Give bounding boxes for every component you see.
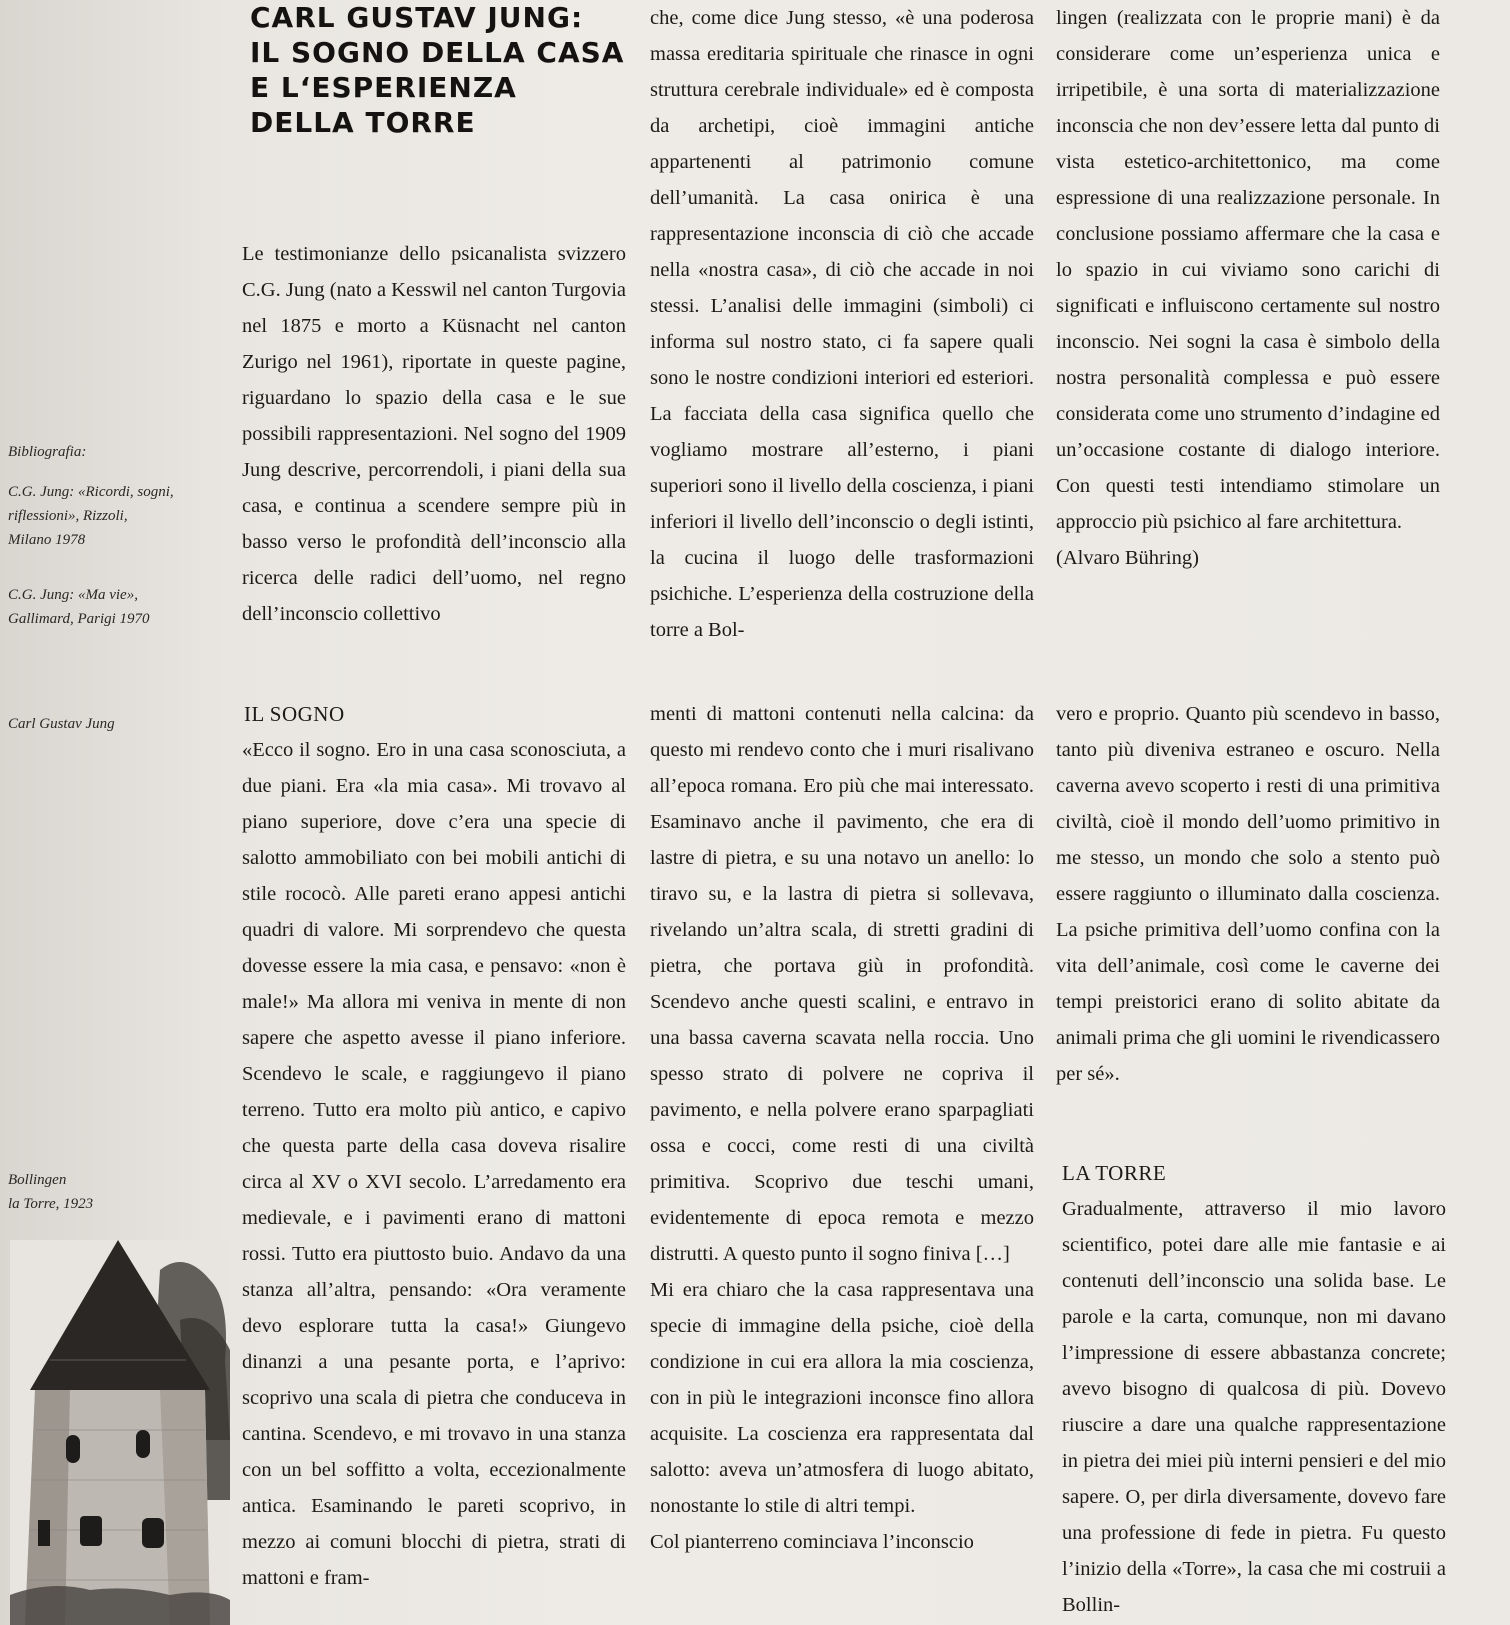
section-heading-sogno: IL SOGNO [244,702,345,726]
title-line: CARL GUSTAV JUNG: [250,1,584,34]
ref-line: Milano 1978 [8,532,86,548]
title-line: E L‘ESPERIENZA [250,71,517,104]
torre-column [1062,1191,1446,1623]
sogno-paragraph: «Ecco il sogno. Ero in una casa sconosciuta, a due piani. Era «la mia casa». Mi trovavo al piano superiore, dove c’era una specie di salotto ammobiliato con bei mobili antichi di stile rococò. Alle pareti erano appesi antichi quadri di valore. Mi sorprendevo che questa dovesse essere la mia casa, e pensavo: «non è male!» Ma allora mi veniva in mente di non sapere che aspetto avesse il piano inferiore. Scendevo le scale, e raggiungevo il piano terreno. Tutto era molto più antico, e capivo che questa parte della casa doveva risalire circa al XV o XVI secolo. L’arredamento era medievale, e i pavimenti erano di mattoni rossi. Tutto era piuttosto buio. Andavo da una stanza all’altra, pensando: «Ora veramente devo esplorare tutta la casa!» Giungevo dinanzi a una pesante porta, e l’aprivo: scoprivo una scala di pietra che conduceva in cantina. Scendevo, e mi trovavo in una stanza con un bel soffitto a volta, eccezionalmente antica. Esaminando le pareti scoprivo, in mezzo ai comuni blocchi di pietra, strati di mattoni e fram- [242,739,626,1589]
intro-paragraph: lingen (realizzata con le proprie mani) è da considerare come un’esperienza unica e irripetibile, è una sorta di materializzazione inconscia che non dev’essere letta dal punto di vista estetico-architettonico, ma come espressione di una realizzazione personale. In conclusione possiamo affermare che la casa e lo spazio in cui viviamo sono carichi di significati e influiscono certamente sul nostro inconscio. Nei sogni la casa è simbolo della nostra personalità complessa e può essere considerata come uno strumento d’indagine ed un’occasione costante di dialogo interiore. Con questi testi intendiamo stimolare un approccio più psichico al fare architettura. [1056,7,1440,533]
torre-paragraph: Gradualmente, attraverso il mio lavoro scientifico, potei dare alle mie fantasie e ai contenuti dell’inconscio una solida base. Le parole e la carta, comunque, non mi davano l’impressione di essere abbastanza concrete; avevo bisogno di qualcosa di più. Dovevo riuscire a dare una qualche rappresentazione in pietra dei miei più interni pensieri e del mio sapere. O, per dirla diversamente, dovevo fare una professione di fede in pietra. Fu questo l’inizio della «Torre», la casa che mi costruii a Bollin- [1062,1198,1446,1616]
ref-line: C.G. Jung: «Ma vie», [8,587,138,603]
portrait-caption: Carl Gustav Jung [8,716,115,732]
bibliography-ref-1 [8,480,174,552]
sogno-column-3 [1056,696,1440,1092]
sogno-paragraph: Mi era chiaro che la casa rappresentava una specie di immagine della psiche, cioè della condizione in cui era allora la mia coscienza, con in più le integrazioni inconsce fino allora acquisite. La coscienza era rappresentata dal salotto: aveva un’atmosfera di luogo abitato, nonostante lo stile di altri tempi. [650,1279,1034,1517]
ref-line: riflessioni», Rizzoli, [8,508,128,524]
caption-line: Bollingen [8,1172,67,1188]
intro-paragraph: che, come dice Jung stesso, «è una poderosa massa ereditaria spirituale che rinasce in ogni struttura cerebrale individuale» ed è composta da archetipi, cioè immagini antiche appartenenti al patrimonio comune dell’umanità. La casa onirica è una rappresentazione inconscia di ciò che accade nella «nostra casa», di ciò che accade in noi stessi. L’analisi delle immagini (simboli) ci informa sul nostro stato, ci fa sapere quali sono le nostre condizioni interiori ed esteriori. La facciata della casa significa quello che vogliamo mostrare all’esterno, i piani superiori sono il livello della coscienza, i piani inferiori il livello dell’inconscio o degli istinti, la cucina il luogo delle trasformazioni psichiche. L’esperienza della costruzione della torre a Bol- [650,7,1034,641]
sogno-column-1 [242,732,626,1596]
intro-column-1 [242,236,626,632]
intro-column-3 [1056,0,1440,576]
ref-line: C.G. Jung: «Ricordi, sogni, [8,484,174,500]
caption-line: la Torre, 1923 [8,1196,94,1212]
intro-paragraph: Le testimonianze dello psicanalista svizzero C.G. Jung (nato a Kesswil nel canton Turgovia nel 1875 e morto a Küsnacht nel canton Zurigo nel 1961), riportate in queste pagine, riguardano lo spazio della casa e le sue possibili rappresentazioni. Nel sogno del 1909 Jung descrive, percorrendoli, i piani della sua casa, e continua a scendere sempre più in basso verso le profondità dell’inconscio alla ricerca delle radici dell’uomo, nel regno dell’inconscio collettivo [242,243,626,625]
sogno-column-2 [650,696,1034,1560]
intro-author: (Alvaro Bühring) [1056,547,1199,569]
intro-column-2 [650,0,1034,648]
title-line: DELLA TORRE [250,106,476,139]
bibliography-label: Bibliografia: [8,444,87,460]
sogno-paragraph: Col pianterreno cominciava l’inconscio [650,1531,974,1553]
sogno-paragraph: menti di mattoni contenuti nella calcina: da questo mi rendevo conto che i muri risalivano all’epoca romana. Ero più che mai interessato. Esaminavo anche il pavimento, che era di lastre di pietra, e su una notavo un anello: lo tiravo su, e la lastra di pietra si sollevava, rivelando un’altra scala, di stretti gradini di pietra, che portava giù in profondità. Scendevo anche questi scalini, e entravo in una bassa caverna scavata nella roccia. Uno spesso strato di polvere ne copriva il pavimento, e nella polvere erano sparpagliati ossa e cocci, come resti di una civiltà primitiva. Scoprivo due teschi umani, evidentemente di epoca remota e mezzo distrutti. A questo punto il sogno finiva […] [650,703,1034,1265]
photo-caption [8,1168,93,1216]
section-heading-torre: LA TORRE [1062,1161,1167,1185]
sogno-paragraph: vero e proprio. Quanto più scendevo in basso, tanto più diveniva estraneo e oscuro. Nella caverna avevo scoperto i resti di una primitiva civiltà, cioè il mondo dell’uomo primitivo in me stesso, un mondo che solo a stento può essere raggiunto o illuminato dalla coscienza. La psiche primitiva dell’uomo confina con la vita dell’animale, così come le caverne dei tempi preistorici erano di solito abitate da animali prima che gli uomini le rivendicassero per sé». [1056,703,1440,1085]
ref-line: Gallimard, Parigi 1970 [8,611,150,627]
bibliography-ref-2 [8,583,150,631]
tower-photo [10,1240,230,1625]
title-line: IL SOGNO DELLA CASA [250,36,625,69]
article-title [250,0,650,140]
